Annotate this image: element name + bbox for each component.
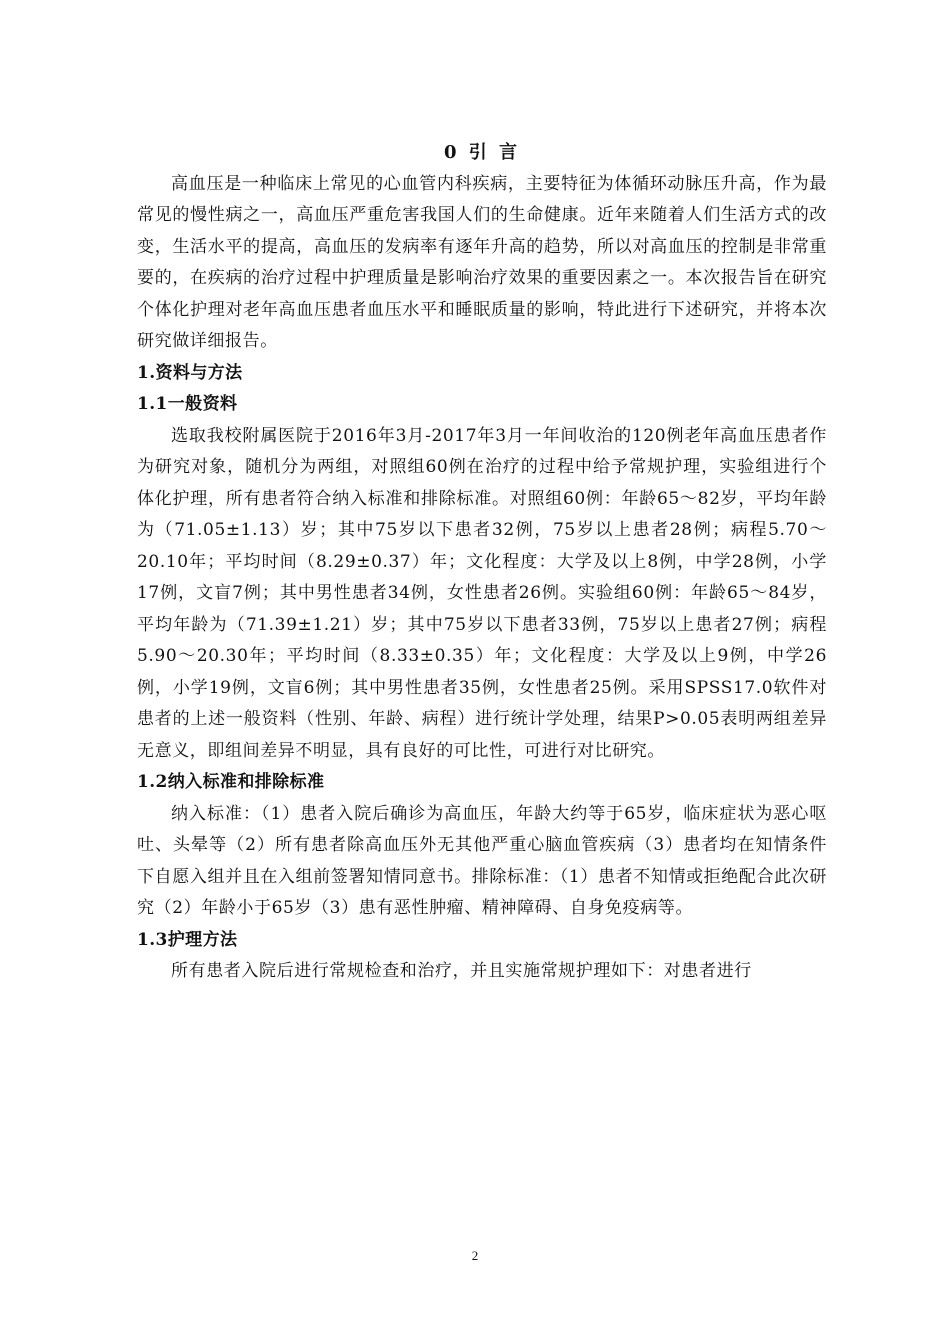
document-body [137,137,827,988]
general-data-paragraph: 选取我校附属医院于2016年3月-2017年3月一年间收治的120例老年高血压患者作为研究对象，随机分为两组，对照组60例在治疗的过程中给予常规护理，实验组进行个体化护理，所有患者符合纳入标准和排除标准。对照组60例：年龄65～82岁，平均年龄为（71.05±1.13）岁；其中75岁以下患者32例，75岁以上患者28例；病程5.70～20.10年；平均时间（8.29±0.37）年；文化程度：大学及以上8例，中学28例，小学17例，文盲7例；其中男性患者34例，女性患者26例。实验组60例：年龄65～84岁，平均年龄为（71.39±1.21）岁；其中75岁以下患者33例，75岁以上患者27例；病程5.90～20.30年；平均时间（8.33±0.35）年；文化程度：大学及以上9例，中学26例，小学19例，文盲6例；其中男性患者35例，女性患者25例。采用SPSS17.0软件对患者的上述一般资料（性别、年龄、病程）进行统计学处理，结果P>0.05表明两组差异无意义，即组间差异不明显，具有良好的可比性，可进行对比研究。 [137,425,827,761]
heading-materials-methods: 1.资料与方法 [137,362,243,383]
intro-paragraph: 高血压是一种临床上常见的心血管内科疾病，主要特征为体循环动脉压升高，作为最常见的慢性病之一，高血压严重危害我国人们的生命健康。近年来随着人们生活方式的改变，生活水平的提高，高血压的发病率有逐年升高的趋势，所以对高血压的控制是非常重要的，在疾病的治疗过程中护理质量是影响治疗效果的重要因素之一。本次报告旨在研究个体化护理对老年高血压患者血压水平和睡眠质量的影响，特此进行下述研究，并将本次研究做详细报告。 [137,173,827,351]
inclusion-exclusion-paragraph: 纳入标准：（1）患者入院后确诊为高血压，年龄大约等于65岁，临床症状为恶心呕吐、头晕等（2）所有患者除高血压外无其他严重心脑血管疾病（3）患者均在知情条件下自愿入组并且在入组前签署知情同意书。排除标准：（1）患者不知情或拒绝配合此次研究（2）年龄小于65岁（3）患有恶性肿瘤、精神障碍、自身免疫病等。 [137,803,827,918]
section-title: 0 引 言 [443,142,521,163]
page-number: 2 [471,1248,479,1263]
heading-general-data: 1.1一般资料 [137,394,238,414]
heading-inclusion-exclusion: 1.2纳入标准和排除标准 [137,772,325,792]
nursing-methods-paragraph: 所有患者入院后进行常规检查和治疗，并且实施常规护理如下：对患者进行 [171,961,752,981]
heading-nursing-methods: 1.3护理方法 [137,929,238,950]
